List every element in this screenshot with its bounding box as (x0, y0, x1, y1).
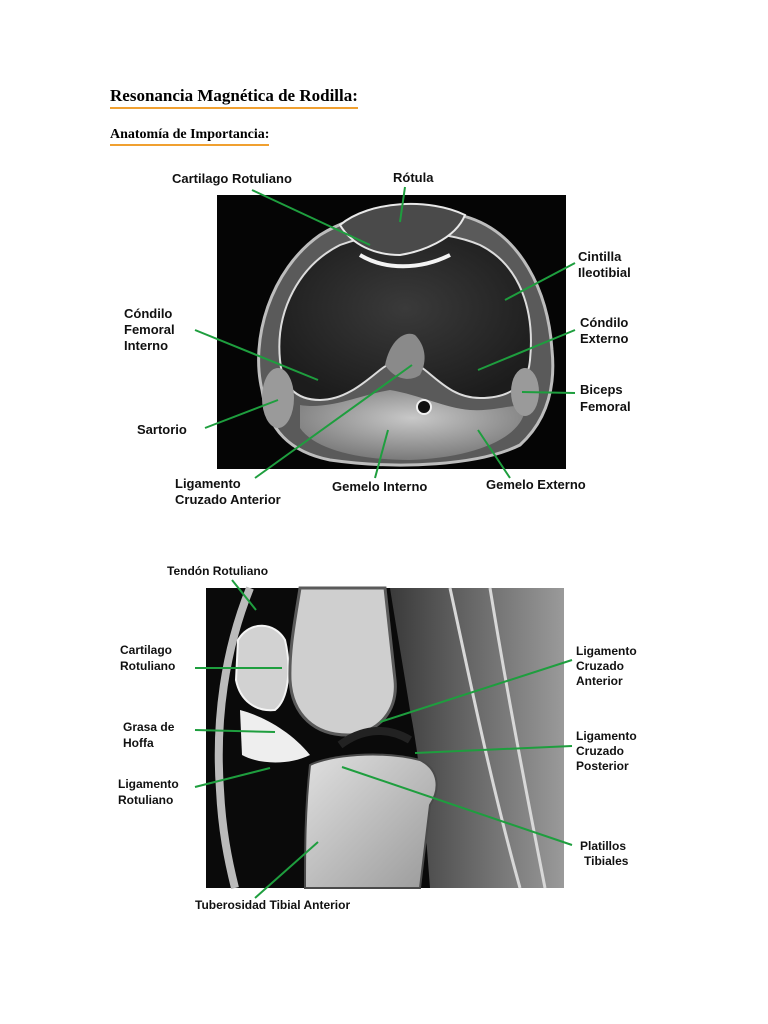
label-condilo-interno-l2: Femoral (124, 322, 175, 337)
label-tuberosidad: Tuberosidad Tibial Anterior (195, 898, 351, 912)
sartorio-muscle (262, 368, 294, 428)
label-biceps-l1: Biceps (580, 382, 623, 397)
label-cintilla-l2: Ileotibial (578, 265, 631, 280)
label-sartorio: Sartorio (137, 422, 187, 437)
label-cintilla-l1: Cintilla (578, 249, 622, 264)
label-lig-rotuliano-l1: Ligamento (118, 777, 179, 791)
label-platillos-l2: Tibiales (584, 854, 629, 868)
label-gemelo-interno: Gemelo Interno (332, 479, 428, 494)
label-cartilago-l2: Rotuliano (120, 659, 176, 673)
label-lca-l1: Ligamento (175, 476, 241, 491)
label-biceps-l2: Femoral (580, 399, 631, 414)
label-rotula: Rótula (393, 170, 434, 185)
label-condilo-externo-l2: Externo (580, 331, 629, 346)
label-lca-sag-l1: Ligamento (576, 644, 637, 658)
label-grasa-l2: Hoffa (123, 736, 154, 750)
tibia-sagittal (305, 755, 437, 888)
label-lca-sag-l3: Anterior (576, 674, 623, 688)
sagittal-mri-figure (0, 560, 768, 920)
label-lca-sag-l2: Cruzado (576, 659, 624, 673)
label-platillos-l1: Platillos (580, 839, 627, 853)
femur-sagittal (290, 588, 395, 735)
label-condilo-interno-l3: Interno (124, 338, 169, 353)
leader-biceps (522, 392, 575, 393)
label-cartilago-rotuliano: Cartilago Rotuliano (172, 171, 292, 186)
label-condilo-externo-l1: Cóndilo (580, 315, 629, 330)
label-lcp-sag-l1: Ligamento (576, 729, 637, 743)
label-lca-l2: Cruzado Anterior (175, 492, 281, 507)
label-lig-rotuliano-l2: Rotuliano (118, 793, 174, 807)
label-cartilago-l1: Cartilago (120, 643, 173, 657)
label-condilo-interno-l1: Cóndilo (124, 306, 173, 321)
popliteal-vessel (417, 400, 431, 414)
page-title: Resonancia Magnética de Rodilla: (110, 86, 358, 109)
label-grasa-l1: Grasa de (123, 720, 175, 734)
label-gemelo-externo: Gemelo Externo (486, 477, 586, 492)
section-title: Anatomía de Importancia: (110, 127, 269, 146)
label-lcp-sag-l3: Posterior (576, 759, 629, 773)
axial-mri-figure (0, 160, 768, 520)
label-lcp-sag-l2: Cruzado (576, 744, 624, 758)
label-tendon-rotuliano: Tendón Rotuliano (167, 564, 269, 578)
